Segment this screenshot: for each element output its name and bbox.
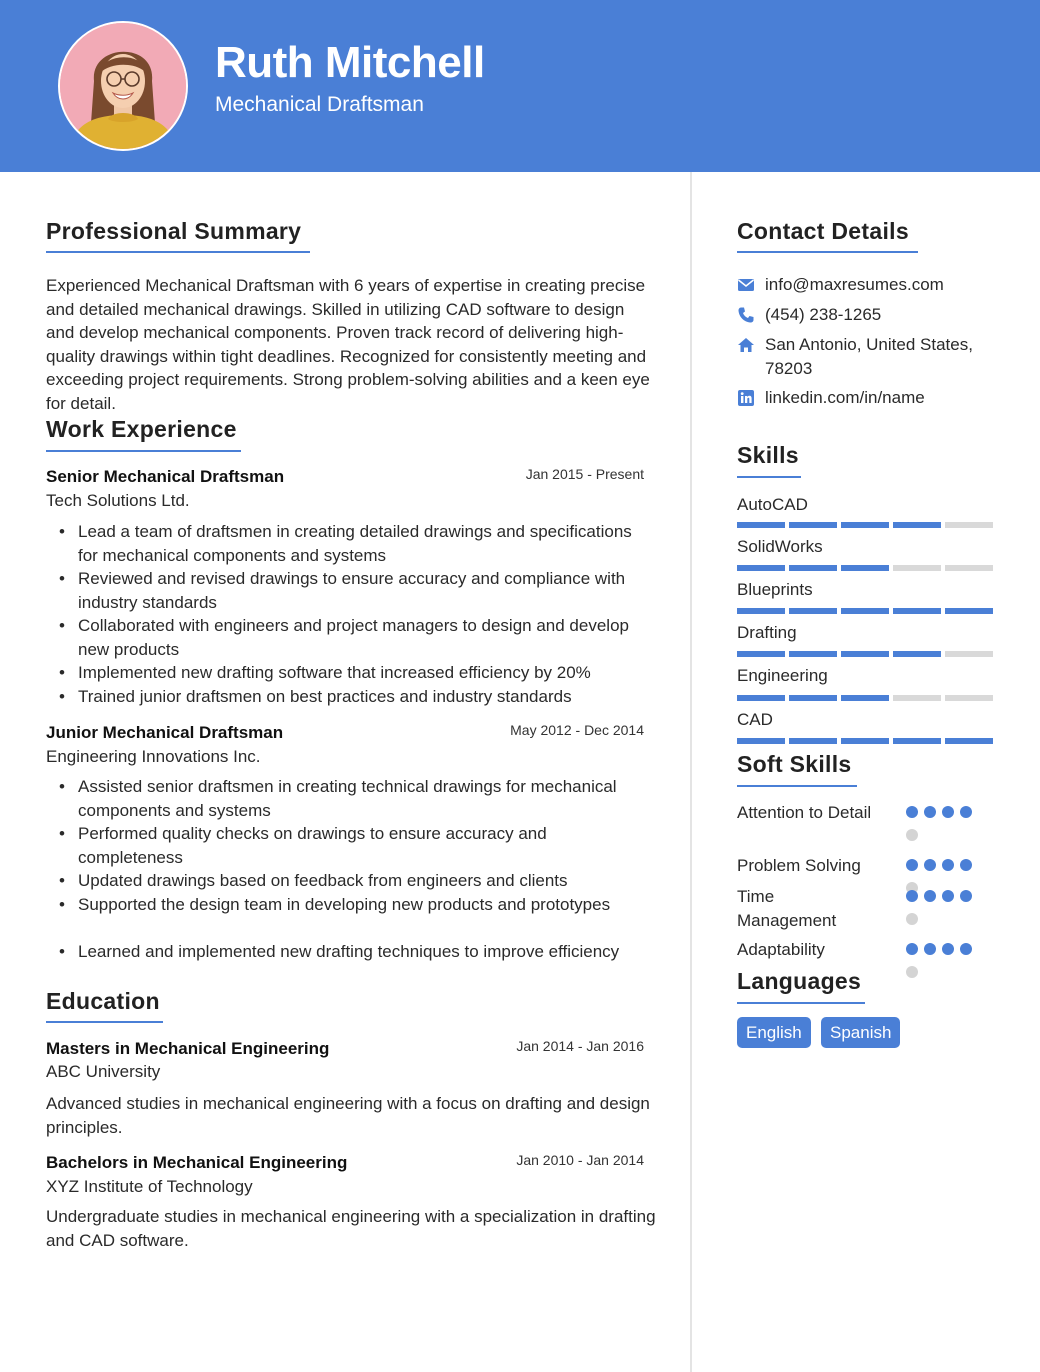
contact-text: linkedin.com/in/name <box>765 388 925 407</box>
contact-heading: Contact Details <box>737 218 909 244</box>
job-title: Senior Mechanical Draftsman <box>46 467 285 486</box>
rating-dot <box>924 859 936 871</box>
rating-dot <box>906 913 918 925</box>
rating-dot <box>942 859 954 871</box>
job-dates: May 2012 - Dec 2014 <box>510 722 644 738</box>
skills-underline <box>737 476 801 478</box>
languages-underline <box>737 1002 865 1004</box>
skill-bar-segment <box>737 565 785 571</box>
soft-skill-name: Attention to Detail <box>737 803 872 822</box>
skill-level-bar <box>737 738 993 744</box>
contact-text: info@maxresumes.com <box>765 275 944 294</box>
skill-name: AutoCAD <box>737 495 808 514</box>
language-badge: Spanish <box>821 1017 900 1048</box>
list-item: • Lead a team of draftsmen in creating detailed drawings and specifications for mechanical components and systems <box>46 520 656 567</box>
skill-bar-segment <box>841 522 889 528</box>
rating-dot <box>960 806 972 818</box>
skill-level-bar <box>737 565 993 571</box>
job-title: Junior Mechanical Draftsman <box>46 723 284 742</box>
list-item: • Implemented new drafting software that increased efficiency by 20% <box>46 661 656 685</box>
skill-bar-segment <box>789 565 837 571</box>
skill-bar-segment <box>893 651 941 657</box>
education-description: Undergraduate studies in mechanical engineering with a specialization in drafting and CAD software. <box>46 1207 656 1250</box>
portrait-image <box>60 23 186 149</box>
job-company: Engineering Innovations Inc. <box>46 747 261 766</box>
list-item: • Trained junior draftsmen on best practices and industry standards <box>46 685 656 709</box>
skill-bar-segment <box>893 522 941 528</box>
column-divider <box>690 172 692 1372</box>
list-item: • Learned and implemented new drafting techniques to improve efficiency <box>46 940 656 964</box>
rating-dot <box>924 943 936 955</box>
phone-icon <box>737 306 755 324</box>
rating-dot <box>906 829 918 841</box>
education-dates: Jan 2010 - Jan 2014 <box>516 1152 644 1168</box>
skill-level-bar <box>737 695 993 701</box>
list-item: • Updated drawings based on feedback from engineers and clients <box>46 869 656 893</box>
list-item: • Performed quality checks on drawings to ensure accuracy and completeness <box>46 822 656 869</box>
linkedin-icon <box>737 389 755 407</box>
experience-underline <box>46 450 241 452</box>
list-item: • Supported the design team in developing new products and prototypes <box>46 893 656 917</box>
skill-level-bar <box>737 522 993 528</box>
education-school: ABC University <box>46 1062 161 1081</box>
skill-bar-segment <box>789 522 837 528</box>
soft-skills-underline <box>737 785 857 787</box>
envelope-icon <box>737 276 755 294</box>
contact-text: San Antonio, United States, 78203 <box>765 335 973 378</box>
candidate-title: Mechanical Draftsman <box>215 93 424 116</box>
rating-dot <box>942 943 954 955</box>
rating-dot <box>960 859 972 871</box>
job-dates: Jan 2015 - Present <box>525 466 644 482</box>
education-dates: Jan 2014 - Jan 2016 <box>516 1038 644 1054</box>
skill-level-bar <box>737 651 993 657</box>
skill-name: SolidWorks <box>737 537 823 556</box>
resume-header <box>0 0 1040 172</box>
skill-bar-segment <box>737 738 785 744</box>
education-description: Advanced studies in mechanical engineering with a focus on drafting and design principles. <box>46 1094 650 1137</box>
rating-dot <box>906 859 918 871</box>
skill-bar-segment <box>789 695 837 701</box>
skill-name: Engineering <box>737 666 828 685</box>
skill-bar-segment <box>737 651 785 657</box>
education-heading: Education <box>46 988 160 1014</box>
rating-dot <box>906 806 918 818</box>
skill-bar-segment <box>945 651 993 657</box>
soft-skill-name: Adaptability <box>737 940 825 959</box>
rating-dot <box>924 890 936 902</box>
languages-heading: Languages <box>737 968 862 994</box>
skill-bar-segment <box>737 608 785 614</box>
avatar <box>58 21 188 151</box>
rating-dot <box>942 890 954 902</box>
skill-name: CAD <box>737 710 773 729</box>
summary-underline <box>46 251 310 253</box>
skill-name: Blueprints <box>737 580 813 599</box>
skill-name: Drafting <box>737 623 797 642</box>
skill-bar-segment <box>945 522 993 528</box>
soft-skills-heading: Soft Skills <box>737 751 852 777</box>
job-company: Tech Solutions Ltd. <box>46 491 190 510</box>
contact-underline <box>737 251 918 253</box>
skill-bar-segment <box>789 651 837 657</box>
skill-bar-segment <box>841 565 889 571</box>
rating-dot <box>942 806 954 818</box>
job-bullets <box>46 775 656 964</box>
home-icon <box>737 336 755 354</box>
skill-bar-segment <box>841 738 889 744</box>
summary-heading: Professional Summary <box>46 218 302 244</box>
list-item: • Assisted senior draftsmen in creating technical drawings for mechanical components and systems <box>46 775 656 822</box>
skill-bar-segment <box>737 695 785 701</box>
rating-dot <box>960 890 972 902</box>
language-badge: English <box>737 1017 811 1048</box>
skill-bar-segment <box>893 738 941 744</box>
list-item: • Collaborated with engineers and project managers to design and develop new products <box>46 614 656 661</box>
rating-dot <box>924 806 936 818</box>
skill-bar-segment <box>893 695 941 701</box>
list-item: • Reviewed and revised drawings to ensure accuracy and compliance with industry standards <box>46 567 656 614</box>
skill-bar-segment <box>841 608 889 614</box>
education-degree: Bachelors in Mechanical Engineering <box>46 1153 348 1172</box>
skill-bar-segment <box>841 651 889 657</box>
skill-bar-segment <box>945 608 993 614</box>
soft-skill-name: Time Management <box>737 887 837 930</box>
skill-bar-segment <box>737 522 785 528</box>
rating-dot <box>906 890 918 902</box>
soft-skill-name: Problem Solving <box>737 856 861 875</box>
summary-text: Experienced Mechanical Draftsman with 6 years of expertise in creating precise and detailed mechanical drawings. Skilled in utilizing CAD software to design and develop mechanical components. Proven track record of delivering high-quality drawings within tight deadlines. Recognized for consistently meeting and exceeding project requirements. Strong problem-solving abilities and a keen eye for detail. <box>46 276 650 413</box>
job-bullets <box>46 520 656 708</box>
rating-dot <box>906 943 918 955</box>
skills-heading: Skills <box>737 442 799 468</box>
rating-dot <box>960 943 972 955</box>
skill-bar-segment <box>945 565 993 571</box>
skill-bar-segment <box>789 738 837 744</box>
experience-heading: Work Experience <box>46 416 237 442</box>
education-degree: Masters in Mechanical Engineering <box>46 1039 330 1058</box>
skill-bar-segment <box>945 695 993 701</box>
skill-bar-segment <box>789 608 837 614</box>
rating-dot <box>906 966 918 978</box>
skill-bar-segment <box>945 738 993 744</box>
education-underline <box>46 1021 163 1023</box>
contact-text: (454) 238-1265 <box>765 305 882 324</box>
education-school: XYZ Institute of Technology <box>46 1177 253 1196</box>
skill-bar-segment <box>893 565 941 571</box>
skill-level-bar <box>737 608 993 614</box>
skill-bar-segment <box>841 695 889 701</box>
skill-bar-segment <box>893 608 941 614</box>
candidate-name: Ruth Mitchell <box>215 38 485 87</box>
